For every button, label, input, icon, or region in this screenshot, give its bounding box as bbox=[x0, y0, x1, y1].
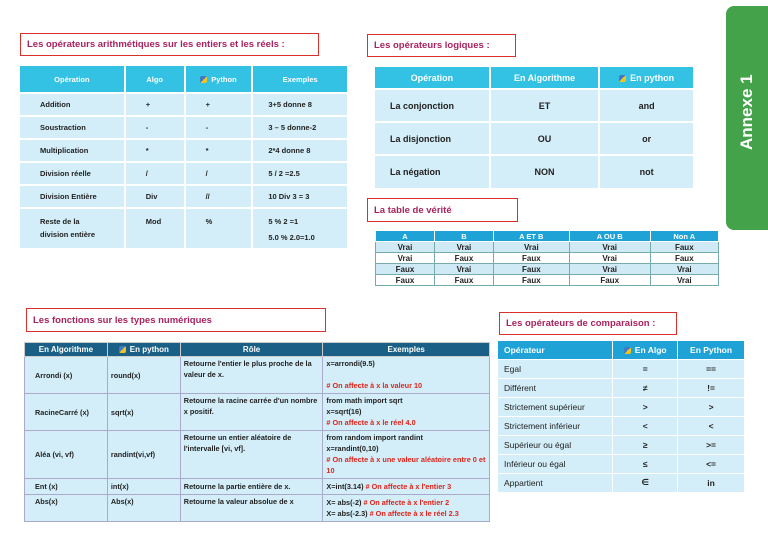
cell: OU bbox=[490, 122, 600, 155]
cell: Faux bbox=[434, 253, 493, 264]
func-title: Les fonctions sur les types numériques bbox=[26, 308, 326, 332]
cell: 5 / 2 =2.5 bbox=[252, 162, 348, 185]
cell: ∈ bbox=[613, 473, 678, 492]
cell: - bbox=[185, 116, 253, 139]
cell: Retourne la partie entière de x. bbox=[180, 479, 323, 495]
cell: 2*4 donne 8 bbox=[252, 139, 348, 162]
cell: NON bbox=[490, 155, 600, 188]
arith-header: Algo bbox=[125, 66, 185, 93]
logic-title: Les opérateurs logiques : bbox=[367, 34, 516, 57]
cell: round(x) bbox=[107, 357, 180, 394]
table-row bbox=[498, 454, 745, 473]
cell: Strictement supérieur bbox=[498, 397, 613, 416]
cell: Vrai bbox=[569, 264, 650, 275]
cell: ≤ bbox=[613, 454, 678, 473]
cell: and bbox=[599, 89, 694, 122]
cell: not bbox=[599, 155, 694, 188]
arith-header: Exemples bbox=[252, 66, 348, 93]
table-row bbox=[376, 253, 719, 264]
cell: > bbox=[678, 397, 745, 416]
python-icon bbox=[119, 346, 126, 353]
cell: Faux bbox=[569, 275, 650, 286]
cell: * bbox=[125, 139, 185, 162]
cell: Mod bbox=[125, 208, 185, 248]
cell: Faux bbox=[650, 253, 718, 264]
func-header: Exemples bbox=[323, 343, 490, 357]
table-row bbox=[25, 431, 490, 479]
table-row bbox=[376, 242, 719, 253]
cell: Soustraction bbox=[20, 116, 125, 139]
python-icon bbox=[200, 76, 207, 83]
cell: in bbox=[678, 473, 745, 492]
logic-table bbox=[375, 67, 695, 188]
cell: Vrai bbox=[569, 242, 650, 253]
comp-header-row bbox=[498, 341, 745, 359]
cell: / bbox=[185, 162, 253, 185]
table-row bbox=[20, 139, 348, 162]
cell: Arrondi (x) bbox=[25, 357, 108, 394]
cell: Reste de la division entière bbox=[20, 208, 125, 248]
cell: != bbox=[678, 378, 745, 397]
table-row bbox=[25, 495, 490, 522]
table-row bbox=[498, 473, 745, 492]
cell: Div bbox=[125, 185, 185, 208]
truth-header-row bbox=[376, 231, 719, 242]
table-row bbox=[20, 93, 348, 116]
arith-header: Opération bbox=[20, 66, 125, 93]
cell: Faux bbox=[493, 253, 569, 264]
cell: Faux bbox=[376, 264, 435, 275]
comp-header: En Python bbox=[678, 341, 745, 359]
cell: 3 – 5 donne-2 bbox=[252, 116, 348, 139]
func-table bbox=[24, 342, 490, 522]
truth-header: A ET B bbox=[493, 231, 569, 242]
cell: Vrai bbox=[376, 253, 435, 264]
cell: Vrai bbox=[493, 242, 569, 253]
cell: Addition bbox=[20, 93, 125, 116]
cell: / bbox=[125, 162, 185, 185]
cell: sqrt(x) bbox=[107, 394, 180, 431]
func-header: En python bbox=[107, 343, 180, 357]
arith-header-row bbox=[20, 66, 348, 93]
cell: Vrai bbox=[650, 275, 718, 286]
cell: Vrai bbox=[569, 253, 650, 264]
cell: 5 % 2 =1 5.0 % 2.0=1.0 bbox=[252, 208, 348, 248]
cell: Abs(x) bbox=[107, 495, 180, 522]
cell: + bbox=[185, 93, 253, 116]
cell: Supérieur ou égal bbox=[498, 435, 613, 454]
cell: Egal bbox=[498, 359, 613, 378]
comp-table bbox=[498, 341, 745, 492]
cell: 3+5 donne 8 bbox=[252, 93, 348, 116]
cell: int(x) bbox=[107, 479, 180, 495]
cell: Faux bbox=[376, 275, 435, 286]
logic-header: En Algorithme bbox=[490, 67, 600, 89]
cell: = bbox=[613, 359, 678, 378]
cell: Aléa (vi, vf) bbox=[25, 431, 108, 479]
table-row bbox=[375, 122, 694, 155]
cell: ≥ bbox=[613, 435, 678, 454]
table-row bbox=[498, 416, 745, 435]
cell: Retourne la valeur absolue de x bbox=[180, 495, 323, 522]
cell: Multiplication bbox=[20, 139, 125, 162]
cell: RacineCarré (x) bbox=[25, 394, 108, 431]
comp-header: Opérateur bbox=[498, 341, 613, 359]
table-row bbox=[498, 397, 745, 416]
func-header-row bbox=[25, 343, 490, 357]
cell: Division Entière bbox=[20, 185, 125, 208]
cell: Division réelle bbox=[20, 162, 125, 185]
python-icon bbox=[619, 75, 626, 82]
cell: * bbox=[185, 139, 253, 162]
table-row bbox=[498, 359, 745, 378]
cell: Faux bbox=[434, 275, 493, 286]
cell: Retourne un entier aléatoire de l'intervalle [vi, vf]. bbox=[180, 431, 323, 479]
logic-header: Opération bbox=[375, 67, 490, 89]
table-row bbox=[20, 208, 348, 248]
cell: - bbox=[125, 116, 185, 139]
cell: from math import sqrt x=sqrt(16) # On affecte à x le réel 4.0 bbox=[323, 394, 490, 431]
comp-header: En Algo bbox=[613, 341, 678, 359]
cell: randint(vi,vf) bbox=[107, 431, 180, 479]
table-row bbox=[376, 275, 719, 286]
cell: 10 Div 3 = 3 bbox=[252, 185, 348, 208]
cell: Strictement inférieur bbox=[498, 416, 613, 435]
cell: La conjonction bbox=[375, 89, 490, 122]
annexe-label: Annexe 1 bbox=[737, 74, 756, 150]
cell: <= bbox=[678, 454, 745, 473]
cell: Faux bbox=[493, 264, 569, 275]
table-row bbox=[20, 185, 348, 208]
table-row bbox=[376, 264, 719, 275]
table-row bbox=[498, 435, 745, 454]
truth-header: B bbox=[434, 231, 493, 242]
truth-header: Non A bbox=[650, 231, 718, 242]
cell: Appartient bbox=[498, 473, 613, 492]
cell: Faux bbox=[650, 242, 718, 253]
cell: Ent (x) bbox=[25, 479, 108, 495]
cell: Vrai bbox=[376, 242, 435, 253]
table-row bbox=[498, 378, 745, 397]
cell: Retourne l'entier le plus proche de la valeur de x. bbox=[180, 357, 323, 394]
cell: % bbox=[185, 208, 253, 248]
cell: from random import randint x=randint(0,10) # On affecte à x une valeur aléatoire entre 0 et 10 bbox=[323, 431, 490, 479]
table-row bbox=[375, 89, 694, 122]
cell: La négation bbox=[375, 155, 490, 188]
cell: Faux bbox=[493, 275, 569, 286]
table-row bbox=[20, 162, 348, 185]
table-row bbox=[20, 116, 348, 139]
python-icon bbox=[624, 347, 631, 354]
truth-header: A OU B bbox=[569, 231, 650, 242]
func-header: En Algorithme bbox=[25, 343, 108, 357]
cell: Inférieur ou égal bbox=[498, 454, 613, 473]
cell: Vrai bbox=[650, 264, 718, 275]
cell: Vrai bbox=[434, 242, 493, 253]
cell: Différent bbox=[498, 378, 613, 397]
table-row bbox=[375, 155, 694, 188]
logic-header-row bbox=[375, 67, 694, 89]
table-row bbox=[25, 394, 490, 431]
cell: X=int(3.14) # On affecte à x l'entier 3 bbox=[323, 479, 490, 495]
table-row bbox=[25, 357, 490, 394]
cell: + bbox=[125, 93, 185, 116]
cell: < bbox=[613, 416, 678, 435]
truth-table bbox=[375, 230, 719, 286]
cell: La disjonction bbox=[375, 122, 490, 155]
cell: ≠ bbox=[613, 378, 678, 397]
cell: ET bbox=[490, 89, 600, 122]
cell: Retourne la racine carrée d'un nombre x positif. bbox=[180, 394, 323, 431]
cell: >= bbox=[678, 435, 745, 454]
cell: Vrai bbox=[434, 264, 493, 275]
cell: // bbox=[185, 185, 253, 208]
truth-title: La table de vérité bbox=[367, 198, 518, 222]
cell: < bbox=[678, 416, 745, 435]
comp-title: Les opérateurs de comparaison : bbox=[499, 312, 677, 335]
cell: == bbox=[678, 359, 745, 378]
cell: or bbox=[599, 122, 694, 155]
arith-table bbox=[20, 66, 349, 248]
arith-title: Les opérateurs arithmétiques sur les entiers et les réels : bbox=[20, 33, 319, 56]
arith-header: Python bbox=[185, 66, 253, 93]
cell: X= abs(-2) # On affecte à x l'entier 2 X= abs(-2.3) # On affecte à x le réel 2.3 bbox=[323, 495, 490, 522]
cell: > bbox=[613, 397, 678, 416]
truth-header: A bbox=[376, 231, 435, 242]
func-header: Rôle bbox=[180, 343, 323, 357]
logic-header: En python bbox=[599, 67, 694, 89]
table-row bbox=[25, 479, 490, 495]
annexe-tab bbox=[726, 6, 768, 230]
cell: x=arrondi(9.5) # On affecte à x la valeur 10 bbox=[323, 357, 490, 394]
cell: Abs(x) bbox=[25, 495, 108, 522]
